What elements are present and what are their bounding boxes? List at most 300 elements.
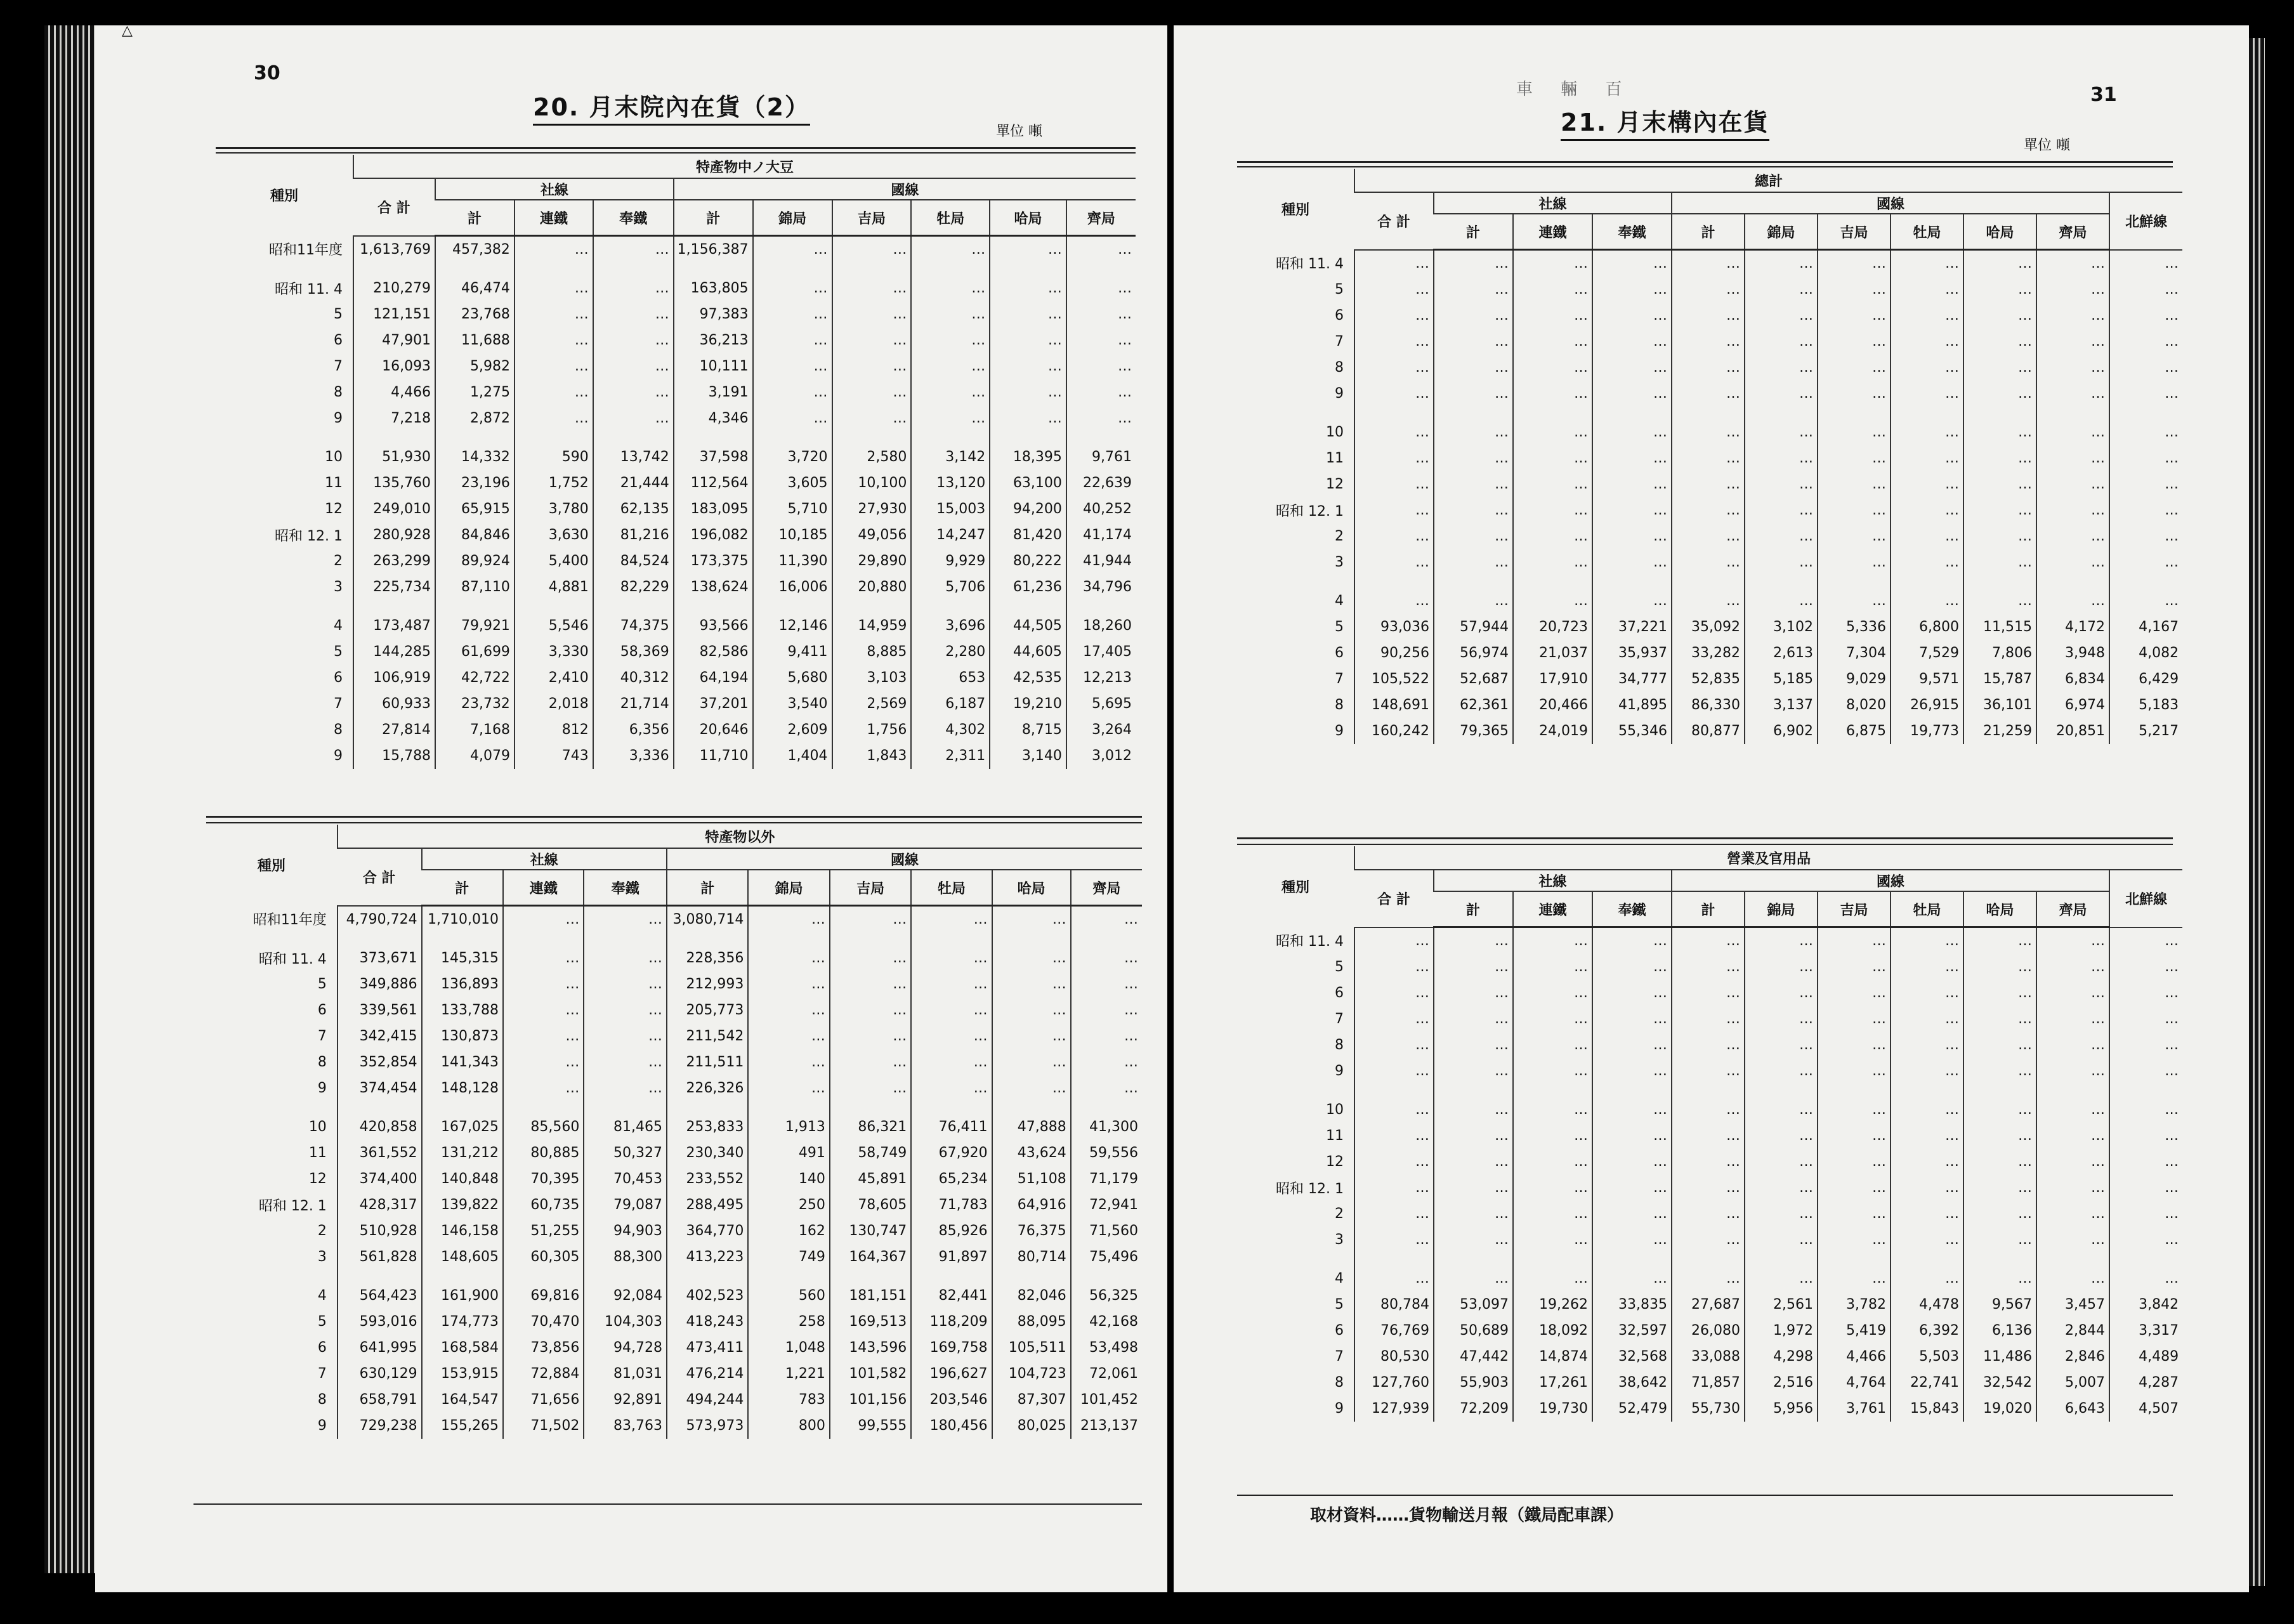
table-cell: 33,835 [1592,1292,1672,1318]
spacer-cell [338,933,422,945]
row-label: 2 [333,553,343,569]
corner-mark-icon: △ [122,25,133,39]
table-cell: … [1354,445,1434,471]
table-row [216,327,1136,353]
table-cell: … [2036,1266,2109,1292]
column-header-co-1: 連鐵 [1513,214,1592,250]
row-label: 7 [333,358,343,374]
header-row [1237,870,2182,891]
table-cell: … [1963,1201,2036,1227]
spacer-row [1237,1084,2182,1097]
table-cell: … [748,971,829,997]
spacer-cell [338,1101,422,1114]
table-cell: 23,732 [435,691,515,717]
table-cell: 5,546 [515,613,593,639]
spacer-cell [1354,407,1434,419]
table-row [206,1023,1142,1049]
spacer-cell [1066,431,1136,444]
table-cell: 133,788 [422,997,503,1023]
row-label: 7 [1335,1011,1344,1027]
table-cell: 15,003 [911,496,990,522]
table-cell: … [1963,954,2036,980]
table-cell: … [1434,445,1513,471]
table-cell: … [2036,445,2109,471]
table-cell: 164,367 [830,1244,911,1270]
table-cell: 20,466 [1513,692,1592,718]
table-cell: 2,580 [832,444,912,470]
spacer-cell [593,431,674,444]
table-cell: … [584,945,667,971]
table-row [1237,1370,2182,1396]
table-cell: … [1745,329,1818,355]
spacer-cell [911,600,990,613]
spacer-cell [911,263,990,275]
table-cell: 15,787 [1963,666,2036,692]
table-cell: 19,210 [990,691,1066,717]
table-cell: 9,411 [753,639,832,665]
table-row [206,1361,1142,1387]
row-label: 9 [1335,1063,1344,1079]
table-cell: 749 [748,1244,829,1270]
table-cell: 641,995 [338,1335,422,1361]
row-label: 8 [317,1392,327,1408]
table-cell: … [1513,523,1592,549]
table-cell: 5,706 [911,574,990,600]
column-header-co-2: 奉鐵 [1592,891,1672,927]
spacer-cell [1672,575,1745,588]
table-cell: 1,913 [748,1114,829,1140]
table-cell: … [1963,471,2036,497]
table-cell: 3,457 [2036,1292,2109,1318]
table-cell: … [830,997,911,1023]
row-label: 6 [1335,985,1344,1001]
table-cell: … [1745,1149,1818,1175]
table-row [1237,277,2182,303]
table-cell: … [753,405,832,431]
table-cell: … [1513,1227,1592,1253]
header-row [1237,192,2182,214]
spacer-cell [830,1270,911,1283]
table-row [1237,954,2182,980]
table-cell: … [1818,329,1891,355]
table-cell: 573,973 [667,1413,748,1439]
table-cell: … [1818,1227,1891,1253]
spacer-cell [503,1101,584,1114]
table-cell: … [1513,954,1592,980]
table-cell: 8,020 [1818,692,1891,718]
spacer-cell [911,431,990,444]
table-cell: 61,236 [990,574,1066,600]
rule [216,152,1136,154]
table-cell: 374,400 [338,1166,422,1192]
spacer-row [206,933,1142,945]
table-cell: 205,773 [667,997,748,1023]
spacer-cell [911,933,992,945]
table-cell: 87,110 [435,574,515,600]
table-cell: 1,752 [515,470,593,496]
table-row [1237,1058,2182,1084]
table-cell: … [1354,277,1434,303]
table-cell: … [1891,549,1963,575]
table-cell: … [2109,381,2182,407]
spacer-cell [206,933,338,945]
row-label: 6 [333,332,343,348]
table-cell: 3,140 [990,743,1066,769]
row-label: 10 [324,449,343,465]
table-cell: … [1434,381,1513,407]
table-cell: … [1354,419,1434,445]
table-cell: … [1354,980,1434,1006]
column-header-gov-5: 齊局 [2036,891,2109,927]
column-header-gov-0: 計 [674,200,753,236]
table-cell: … [1672,250,1745,277]
table-cell: 2,311 [911,743,990,769]
table-cell: 249,010 [353,496,435,522]
table-cell: 71,560 [1071,1218,1142,1244]
table-cell: … [1963,497,2036,523]
table-cell: 127,939 [1354,1396,1434,1422]
table-cell: … [1354,1058,1434,1084]
table-cell: … [584,906,667,933]
column-header-co-0: 計 [1434,214,1513,250]
table-cell: 80,530 [1354,1344,1434,1370]
table-cell: … [2109,1175,2182,1201]
group-title: 特產物中ノ大豆 [353,155,1136,178]
table-cell: 418,243 [667,1309,748,1335]
table-cell: 9,029 [1818,666,1891,692]
spacer-cell [1818,575,1891,588]
table-row [216,743,1136,769]
table-cell: … [2036,1123,2109,1149]
table-cell: … [1745,419,1818,445]
table-row [1237,1292,2182,1318]
table-cell: 288,495 [667,1192,748,1218]
table-cell: … [503,1049,584,1075]
table-cell: 140,848 [422,1166,503,1192]
table-cell: 42,535 [990,665,1066,691]
table-cell: 800 [748,1413,829,1439]
spacer-cell [1672,407,1745,419]
table-cell: … [2036,355,2109,381]
table-cell: … [1891,1227,1963,1253]
header-row [216,155,1136,178]
table-row [1237,588,2182,614]
table-cell: … [1513,497,1592,523]
table-cell: 27,687 [1672,1292,1745,1318]
table-cell: 26,080 [1672,1318,1745,1344]
data-table-other [206,825,1142,1439]
table-cell: … [2109,1201,2182,1227]
table-row [1237,329,2182,355]
row-label: 7 [1335,671,1344,687]
table-cell: … [1672,1058,1745,1084]
table-cell: 196,082 [674,522,753,548]
table-cell: … [503,1023,584,1049]
table-cell: 7,529 [1891,640,1963,666]
table-cell: … [1963,250,2036,277]
table-cell: 4,790,724 [338,906,422,933]
table-cell: 3,540 [753,691,832,717]
table-cell: 339,561 [338,997,422,1023]
spacer-cell [992,1101,1071,1114]
table-cell: 71,857 [1672,1370,1745,1396]
table-cell: 148,605 [422,1244,503,1270]
table-cell: … [1672,471,1745,497]
table-row [1237,718,2182,744]
spacer-cell [1818,1253,1891,1266]
table-cell: … [1818,954,1891,980]
table-cell: 112,564 [674,470,753,496]
spacer-cell [753,263,832,275]
table-cell: 34,777 [1592,666,1672,692]
table-cell: 60,933 [353,691,435,717]
row-label: 11 [308,1145,327,1161]
table-cell: 58,369 [593,639,674,665]
table-cell: … [1891,1266,1963,1292]
column-header-gov-5: 齊局 [1071,870,1142,906]
table-cell: 46,474 [435,275,515,301]
row-label: 9 [1335,386,1344,402]
table-cell: 32,542 [1963,1370,2036,1396]
table-cell: 3,330 [515,639,593,665]
table-cell: 47,442 [1434,1344,1513,1370]
table-cell: … [1592,471,1672,497]
table-cell: 80,025 [992,1413,1071,1439]
spacer-cell [216,263,353,275]
table-cell: … [911,301,990,327]
column-header-total: 合 計 [353,178,435,236]
table-cell: … [2109,1097,2182,1123]
table-cell: 90,256 [1354,640,1434,666]
table-cell: … [1434,1006,1513,1032]
table-cell: … [1891,980,1963,1006]
table-cell: … [2109,549,2182,575]
spacer-cell [830,933,911,945]
table-cell: 22,639 [1066,470,1136,496]
table-cell: 81,216 [593,522,674,548]
table-cell: … [1354,1097,1434,1123]
table-cell: 42,722 [435,665,515,691]
table-cell: 5,982 [435,353,515,379]
table-cell: 94,728 [584,1335,667,1361]
table-cell: 144,285 [353,639,435,665]
table-cell: 62,135 [593,496,674,522]
table-cell: … [911,353,990,379]
table-cell: 349,886 [338,971,422,997]
table-cell: 71,783 [911,1192,992,1218]
table-cell: … [1745,1227,1818,1253]
table-cell: … [1592,497,1672,523]
table-cell: … [1818,927,1891,955]
table-cell: 1,275 [435,379,515,405]
row-label: 昭和 11. 4 [258,952,327,967]
spacer-cell [1891,407,1963,419]
spacer-cell [2109,1084,2182,1097]
table-cell: 37,221 [1592,614,1672,640]
data-table-business [1237,846,2182,1422]
spacer-cell [1434,575,1513,588]
spacer-cell [1434,1253,1513,1266]
spacer-cell [1513,1084,1592,1097]
right-page [1174,25,2249,1592]
table-cell: … [832,301,912,327]
table-cell: 258 [748,1309,829,1335]
table-cell: 139,822 [422,1192,503,1218]
table-cell: 4,489 [2109,1344,2182,1370]
table-cell: 104,303 [584,1309,667,1335]
table-cell: … [2036,549,2109,575]
table-cell: … [1071,906,1142,933]
table-cell: … [1513,1123,1592,1149]
row-label: 11 [1326,1128,1344,1144]
table-cell: 18,092 [1513,1318,1592,1344]
column-header-gov-3: 牡局 [911,870,992,906]
table-cell: … [1066,236,1136,263]
table-cell: 60,305 [503,1244,584,1270]
table-cell: … [1963,523,2036,549]
table-row [216,522,1136,548]
table-row [216,639,1136,665]
table-cell: … [1513,471,1592,497]
table-cell: 14,959 [832,613,912,639]
table-cell: … [1891,1032,1963,1058]
spacer-cell [1354,1253,1434,1266]
table-cell: 141,343 [422,1049,503,1075]
row-label: 3 [333,579,343,595]
table-cell: 5,400 [515,548,593,574]
table-cell: … [1592,1175,1672,1201]
spacer-cell [593,600,674,613]
table-cell: … [1963,381,2036,407]
table-cell: 105,522 [1354,666,1434,692]
column-header-gov-5: 齊局 [2036,214,2109,250]
row-label: 5 [1335,1297,1344,1313]
table-cell: 33,088 [1672,1344,1745,1370]
table-cell: … [990,405,1066,431]
table-cell: … [1592,954,1672,980]
table-cell: … [2036,250,2109,277]
table-cell: … [1354,250,1434,277]
table-cell: 76,411 [911,1114,992,1140]
table-cell: … [1071,1023,1142,1049]
table-cell: 6,356 [593,717,674,743]
table-cell: … [1354,1227,1434,1253]
spacer-cell [515,431,593,444]
table-row [206,1075,1142,1101]
table-cell: … [1513,1149,1592,1175]
table-cell: 82,046 [992,1283,1071,1309]
table-cell: … [1354,927,1434,955]
table-row [1237,927,2182,955]
table-cell: 24,019 [1513,718,1592,744]
table-cell: … [1672,381,1745,407]
row-label: 8 [1335,1375,1344,1391]
table-cell: 4,466 [1818,1344,1891,1370]
table-cell: 15,843 [1891,1396,1963,1422]
spacer-cell [1672,1084,1745,1097]
table-cell: 3,102 [1745,614,1818,640]
column-header-gov-line: 國線 [667,848,1142,870]
table-cell: 86,330 [1672,692,1745,718]
table-cell: 630,129 [338,1361,422,1387]
table-cell: 62,361 [1434,692,1513,718]
table-cell: … [2036,927,2109,955]
table-cell: 51,108 [992,1166,1071,1192]
column-header-co-2: 奉鐵 [584,870,667,906]
table-cell: … [1672,1032,1745,1058]
row-label: 9 [333,748,343,764]
table-cell: … [990,275,1066,301]
table-cell: … [1818,1097,1891,1123]
column-header-co-0: 計 [435,200,515,236]
table-cell: … [1434,471,1513,497]
table-cell: 174,773 [422,1309,503,1335]
row-label: 12 [1326,1154,1344,1170]
table-cell: … [1513,1266,1592,1292]
table-cell: 20,851 [2036,718,2109,744]
table-cell: 253,833 [667,1114,748,1140]
row-label: 10 [1326,424,1344,440]
table-cell: 21,444 [593,470,674,496]
table-cell: … [748,906,829,933]
table-cell: 3,605 [753,470,832,496]
table-cell: … [2109,1227,2182,1253]
column-header-gov-3: 牡局 [911,200,990,236]
spacer-cell [422,1101,503,1114]
table-cell: … [1592,549,1672,575]
table-cell: 72,941 [1071,1192,1142,1218]
column-header-gov-2: 吉局 [1818,214,1891,250]
table-cell: 250 [748,1192,829,1218]
table-cell: … [1434,1032,1513,1058]
table-cell: … [1818,355,1891,381]
table-cell: … [753,236,832,263]
table-cell: … [1592,1006,1672,1032]
table-cell: 76,769 [1354,1318,1434,1344]
table-cell: … [1891,954,1963,980]
table-row [206,1114,1142,1140]
table-cell: … [1891,1175,1963,1201]
table-cell: 42,168 [1071,1309,1142,1335]
spacer-cell [1818,1084,1891,1097]
table-cell: 3,264 [1066,717,1136,743]
table-row [1237,381,2182,407]
table-cell: … [1434,588,1513,614]
table-cell: 36,101 [1963,692,2036,718]
table-row [1237,1396,2182,1422]
group-title: 營業及官用品 [1354,846,2182,870]
table-cell: 27,930 [832,496,912,522]
table-cell: 4,298 [1745,1344,1818,1370]
table-cell: … [1891,1097,1963,1123]
table-cell: 4,287 [2109,1370,2182,1396]
row-label: 12 [1326,476,1344,492]
table-cell: … [1745,523,1818,549]
table-cell: 37,598 [674,444,753,470]
spacer-cell [1745,575,1818,588]
column-header-co-line: 社線 [435,178,674,200]
table-cell: 9,567 [1963,1292,2036,1318]
table-cell: 81,420 [990,522,1066,548]
table-cell: … [830,945,911,971]
table-cell: … [1891,1006,1963,1032]
spacer-cell [584,1101,667,1114]
table-cell: 6,974 [2036,692,2109,718]
column-header-gov-3: 牡局 [1891,214,1963,250]
row-label: 6 [317,1002,327,1018]
table-cell: 64,194 [674,665,753,691]
table-cell: … [830,1049,911,1075]
